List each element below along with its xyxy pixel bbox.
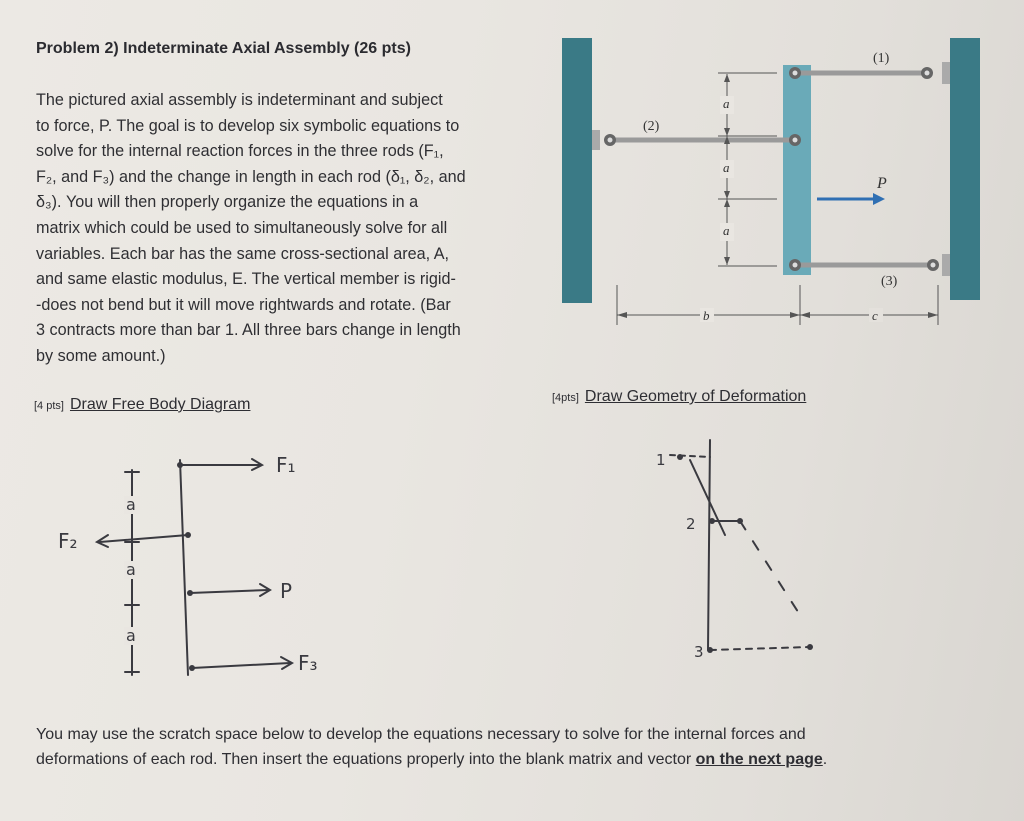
fbd-f1-label: F₁	[276, 453, 296, 477]
free-body-diagram	[40, 430, 370, 700]
deformation-geometry	[640, 425, 840, 675]
rod-3-label: (3)	[881, 274, 898, 289]
next-page-link: on the next page	[695, 751, 823, 768]
fbd-dim-a-2: a	[126, 560, 136, 579]
instructions-line-1: You may use the scratch space below to develop the equations necessary to solve for the internal forces and	[36, 726, 806, 743]
assembly-figure	[555, 30, 995, 330]
geometry-points: [4pts]	[552, 392, 579, 404]
dim-c: c	[872, 308, 878, 323]
statement-line: by some amount.)	[36, 346, 166, 365]
rod-2-label: (2)	[643, 119, 660, 134]
fbd-f2-label: F₂	[58, 529, 78, 553]
statement-line: variables. Each bar has the same cross-sectional area, A,	[36, 244, 449, 263]
statement-line: -does not bend but it will move rightwards and rotate. (Bar	[36, 295, 451, 314]
dim-a-2: a	[723, 160, 730, 175]
statement-line: matrix which could be used to simultaneously solve for all	[36, 218, 448, 237]
statement-line: The pictured axial assembly is indeterminant and subject	[36, 91, 443, 109]
force-label: P	[877, 175, 887, 192]
problem-statement	[36, 88, 548, 370]
fbd-p-label: P	[280, 579, 293, 603]
statement-line: to force, P. The goal is to develop six symbolic equations to	[36, 116, 460, 135]
geometry-heading	[552, 388, 806, 406]
dim-a-3: a	[723, 223, 730, 238]
dim-b: b	[703, 308, 710, 323]
left-wall	[562, 38, 592, 303]
instructions	[36, 722, 1021, 772]
fbd-dim-a-1: a	[126, 495, 136, 514]
statement-line: F₂, and F₃) and the change in length in each rod (δ₁, δ₂, and	[36, 167, 466, 186]
rigid-member	[783, 65, 811, 275]
fbd-points: [4 pts]	[34, 400, 64, 412]
fbd-label: Draw Free Body Diagram	[69, 396, 251, 413]
statement-line: solve for the internal reaction forces in the three rods (F₁,	[36, 142, 444, 161]
instructions-period: .	[822, 751, 828, 768]
geometry-node-2: 2	[686, 515, 696, 533]
statement-line: δ₃). You will then properly organize the equations in a	[36, 193, 419, 212]
statement-line: 3 contracts more than bar 1. All three bars change in length	[36, 321, 461, 340]
rod-1-label: (1)	[873, 51, 890, 66]
instructions-line-2-text: deformations of each rod. Then insert the equations properly into the blank matrix and vector	[36, 751, 696, 768]
statement-line: and same elastic modulus, E. The vertical member is rigid-	[36, 270, 456, 289]
problem-title: Problem 2) Indeterminate Axial Assembly (26 pts)	[36, 40, 411, 57]
fbd-dim-a-3: a	[126, 626, 136, 645]
dim-a-1: a	[723, 96, 730, 111]
right-wall	[950, 38, 980, 300]
geometry-node-1: 1	[656, 451, 666, 469]
geometry-node-3: 3	[694, 643, 704, 661]
fbd-heading	[34, 396, 250, 414]
geometry-label: Draw Geometry of Deformation	[584, 388, 807, 405]
fbd-f3-label: F₃	[298, 651, 318, 675]
instructions-line-2	[36, 747, 1021, 772]
